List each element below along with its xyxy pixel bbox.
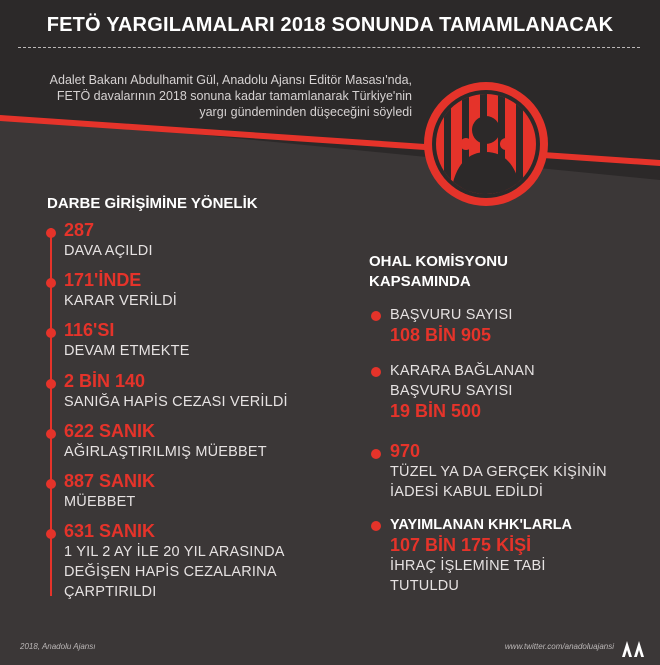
subtitle [24, 72, 412, 120]
item-label: AĞIRLAŞTIRILMIŞ MÜEBBET [64, 444, 267, 460]
item-number: 631 SANIK [64, 521, 156, 541]
list-item [64, 371, 288, 412]
item-number: 970 [390, 441, 421, 461]
right-heading-line: OHAL KOMİSYONU [369, 253, 508, 270]
subtitle-line: Adalet Bakanı Abdulhamit Gül, Anadolu Ajansı Editör Masası'nda, [49, 73, 412, 87]
bullet-dot [371, 449, 381, 459]
item-label: BAŞVURU SAYISI [390, 307, 513, 323]
twitter-link[interactable]: www.twitter.com/anadoluajansi [504, 642, 614, 651]
bullet-dot [46, 278, 56, 288]
item-label: 1 YIL 2 AY İLE 20 YIL ARASINDA [64, 544, 285, 560]
right-section-heading [369, 252, 508, 292]
bullet-dot [46, 529, 56, 539]
list-item [390, 515, 572, 596]
bullet-dot [371, 367, 381, 377]
title-divider [18, 47, 640, 48]
list-item [64, 220, 153, 261]
bullet-dot [46, 328, 56, 338]
item-number: 19 BİN 500 [390, 401, 482, 421]
bullet-dot [46, 479, 56, 489]
prisoner-behind-bars-icon [420, 78, 552, 210]
item-label: TUTULDU [390, 578, 460, 594]
list-item [390, 441, 607, 502]
right-heading-line: KAPSAMINDA [369, 273, 471, 290]
item-number: 887 SANIK [64, 471, 156, 491]
anadolu-agency-logo [622, 641, 644, 657]
list-item [64, 521, 285, 602]
list-item [64, 421, 267, 462]
bullet-dot [371, 311, 381, 321]
item-label: SANIĞA HAPİS CEZASI VERİLDİ [64, 394, 288, 410]
item-label: MÜEBBET [64, 494, 136, 510]
item-label: KARAR VERİLDİ [64, 293, 177, 309]
list-item [390, 305, 513, 346]
list-item [390, 361, 535, 422]
item-number: 287 [64, 220, 95, 240]
item-number: 622 SANIK [64, 421, 156, 441]
item-number: 108 BİN 905 [390, 325, 492, 345]
page-title: FETÖ YARGILAMALARI 2018 SONUNDA TAMAMLANACAK [46, 14, 614, 36]
item-label: KARARA BAĞLANAN [390, 363, 535, 379]
bullet-dot [46, 379, 56, 389]
list-item [64, 270, 177, 311]
item-number: 2 BİN 140 [64, 371, 146, 391]
item-label: DEĞİŞEN HAPİS CEZALARINA [64, 564, 277, 580]
bullet-dot [371, 521, 381, 531]
item-number: 116'SI [64, 320, 115, 340]
left-section-heading: DARBE GİRİŞİMİNE YÖNELİK [47, 195, 258, 212]
subtitle-line: yargı gündeminden düşeceğini söyledi [199, 105, 412, 119]
item-label: TÜZEL YA DA GERÇEK KİŞİNİN [390, 464, 607, 480]
item-number: 171'İNDE [64, 270, 142, 290]
item-label: İADESİ KABUL EDİLDİ [390, 484, 544, 500]
bullet-dot [46, 429, 56, 439]
item-label: İHRAÇ İŞLEMİNE TABİ [390, 558, 546, 574]
list-item [64, 471, 155, 512]
item-label: ÇARPTIRILDI [64, 584, 157, 600]
item-label: DEVAM ETMEKTE [64, 343, 190, 359]
bullet-dot [46, 228, 56, 238]
item-label: DAVA AÇILDI [64, 243, 153, 259]
list-item [64, 320, 190, 361]
item-number: 107 BİN 175 KİŞİ [390, 535, 532, 555]
copyright-text: 2018, Anadolu Ajansı [20, 642, 96, 651]
item-bold-label: YAYIMLANAN KHK'LARLA [390, 517, 573, 533]
subtitle-line: FETÖ davalarının 2018 sonuna kadar tamamlanarak Türkiye'nin [56, 89, 412, 103]
item-label: BAŞVURU SAYISI [390, 383, 513, 399]
